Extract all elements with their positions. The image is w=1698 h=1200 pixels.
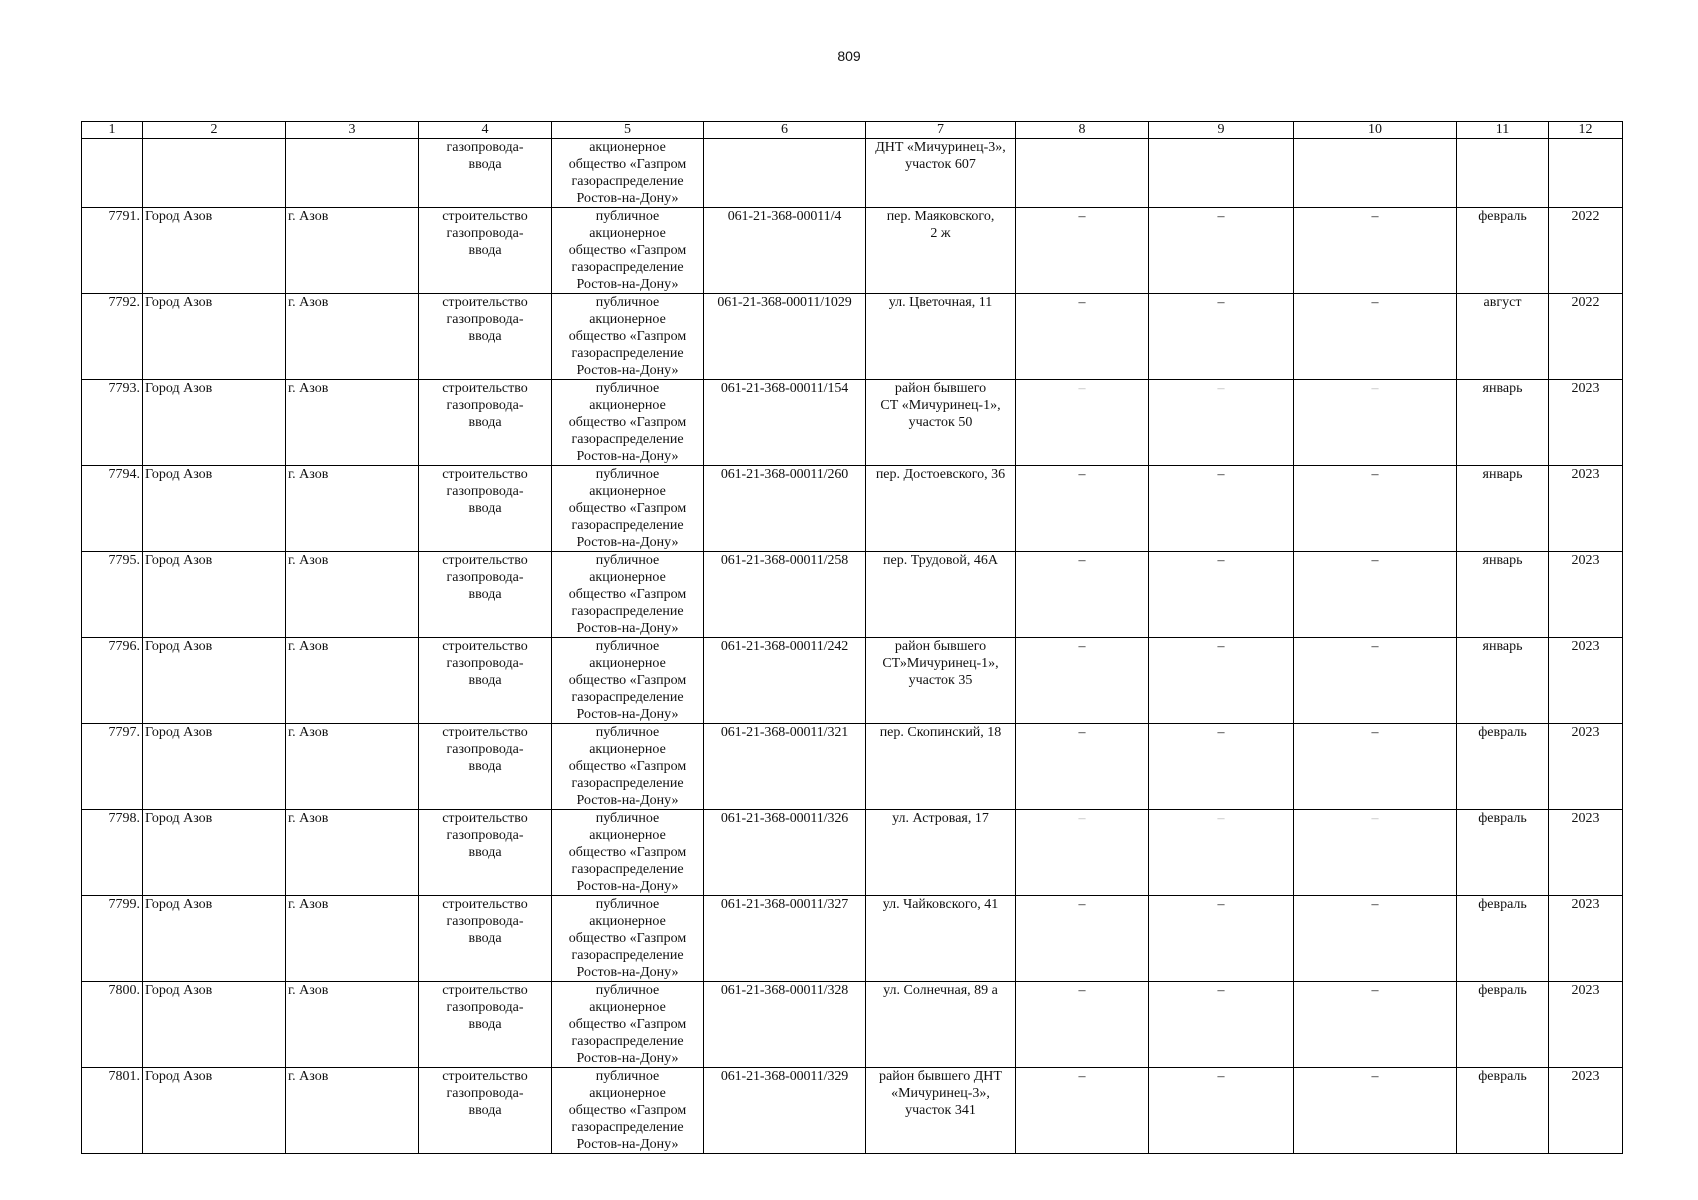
cell-locality: г. Азов xyxy=(286,552,419,638)
cell-month: январь xyxy=(1457,466,1549,552)
cell-month: февраль xyxy=(1457,1068,1549,1154)
cell-col9: – xyxy=(1149,380,1294,466)
cell-month xyxy=(1457,139,1549,208)
cell-address: пер. Маяковского, 2 ж xyxy=(866,208,1016,294)
cell-num: 7796. xyxy=(82,638,143,724)
table-row xyxy=(82,208,1623,294)
cell-col10: – xyxy=(1294,1068,1457,1154)
cell-year: 2023 xyxy=(1549,1068,1623,1154)
cell-organization: публичное акционерное общество «Газпром газораспределение Ростов-на-Дону» xyxy=(552,208,704,294)
cell-col10: – xyxy=(1294,208,1457,294)
cell-num: 7793. xyxy=(82,380,143,466)
cell-col8: – xyxy=(1016,896,1149,982)
cell-col8 xyxy=(1016,139,1149,208)
cell-month: февраль xyxy=(1457,982,1549,1068)
cell-organization: публичное акционерное общество «Газпром газораспределение Ростов-на-Дону» xyxy=(552,896,704,982)
cell-col8: – xyxy=(1016,1068,1149,1154)
cell-organization: акционерное общество «Газпром газораспределение Ростов-на-Дону» xyxy=(552,139,704,208)
cell-col8: – xyxy=(1016,380,1149,466)
cell-organization: публичное акционерное общество «Газпром газораспределение Ростов-на-Дону» xyxy=(552,294,704,380)
cell-municipality: Город Азов xyxy=(143,982,286,1068)
cell-month: январь xyxy=(1457,552,1549,638)
column-header: 9 xyxy=(1149,122,1294,139)
cell-municipality: Город Азов xyxy=(143,380,286,466)
column-header: 4 xyxy=(419,122,552,139)
cell-col10: – xyxy=(1294,638,1457,724)
cell-col10: – xyxy=(1294,380,1457,466)
cell-municipality xyxy=(143,139,286,208)
cell-num: 7798. xyxy=(82,810,143,896)
cell-year: 2023 xyxy=(1549,638,1623,724)
cell-col9 xyxy=(1149,139,1294,208)
cell-work-type: строительство газопровода- ввода xyxy=(419,552,552,638)
cell-num: 7800. xyxy=(82,982,143,1068)
cell-address: ДНТ «Мичуринец-3», участок 607 xyxy=(866,139,1016,208)
cell-month: январь xyxy=(1457,638,1549,724)
cell-organization: публичное акционерное общество «Газпром газораспределение Ростов-на-Дону» xyxy=(552,638,704,724)
cell-col8: – xyxy=(1016,638,1149,724)
cell-col9: – xyxy=(1149,638,1294,724)
cell-locality xyxy=(286,139,419,208)
cell-work-type: строительство газопровода- ввода xyxy=(419,810,552,896)
cell-month: февраль xyxy=(1457,724,1549,810)
cell-year: 2023 xyxy=(1549,810,1623,896)
cell-col8: – xyxy=(1016,552,1149,638)
cell-month: февраль xyxy=(1457,896,1549,982)
cell-col10: – xyxy=(1294,466,1457,552)
cell-locality: г. Азов xyxy=(286,1068,419,1154)
cell-code: 061-21-368-00011/154 xyxy=(704,380,866,466)
column-header: 8 xyxy=(1016,122,1149,139)
cell-year: 2022 xyxy=(1549,294,1623,380)
cell-col9: – xyxy=(1149,552,1294,638)
registry-table xyxy=(81,121,1623,1154)
cell-locality: г. Азов xyxy=(286,466,419,552)
cell-year: 2023 xyxy=(1549,380,1623,466)
cell-col8: – xyxy=(1016,724,1149,810)
cell-address: пер. Достоевского, 36 xyxy=(866,466,1016,552)
cell-col8: – xyxy=(1016,208,1149,294)
column-header: 6 xyxy=(704,122,866,139)
cell-address: пер. Трудовой, 46А xyxy=(866,552,1016,638)
cell-locality: г. Азов xyxy=(286,982,419,1068)
cell-work-type: строительство газопровода- ввода xyxy=(419,208,552,294)
cell-col8: – xyxy=(1016,982,1149,1068)
column-header: 10 xyxy=(1294,122,1457,139)
cell-col9: – xyxy=(1149,294,1294,380)
cell-work-type: строительство газопровода- ввода xyxy=(419,466,552,552)
cell-code: 061-21-368-00011/327 xyxy=(704,896,866,982)
cell-year xyxy=(1549,139,1623,208)
cell-year: 2023 xyxy=(1549,982,1623,1068)
cell-year: 2023 xyxy=(1549,466,1623,552)
cell-address: район бывшего ДНТ «Мичуринец-3», участок 341 xyxy=(866,1068,1016,1154)
cell-col9: – xyxy=(1149,466,1294,552)
cell-address: район бывшего СТ «Мичуринец-1», участок 50 xyxy=(866,380,1016,466)
cell-num: 7797. xyxy=(82,724,143,810)
cell-code: 061-21-368-00011/1029 xyxy=(704,294,866,380)
cell-month: февраль xyxy=(1457,810,1549,896)
cell-municipality: Город Азов xyxy=(143,294,286,380)
column-header: 2 xyxy=(143,122,286,139)
table-row xyxy=(82,380,1623,466)
cell-num: 7792. xyxy=(82,294,143,380)
cell-col10: – xyxy=(1294,724,1457,810)
cell-organization: публичное акционерное общество «Газпром газораспределение Ростов-на-Дону» xyxy=(552,810,704,896)
table-body xyxy=(82,139,1623,1154)
cell-address: пер. Скопинский, 18 xyxy=(866,724,1016,810)
cell-work-type: строительство газопровода- ввода xyxy=(419,380,552,466)
cell-locality: г. Азов xyxy=(286,208,419,294)
column-header: 11 xyxy=(1457,122,1549,139)
table-row xyxy=(82,638,1623,724)
page-number: 809 xyxy=(837,48,861,64)
cell-col10: – xyxy=(1294,294,1457,380)
cell-code: 061-21-368-00011/260 xyxy=(704,466,866,552)
cell-code: 061-21-368-00011/321 xyxy=(704,724,866,810)
cell-municipality: Город Азов xyxy=(143,810,286,896)
cell-col9: – xyxy=(1149,896,1294,982)
table-row xyxy=(82,294,1623,380)
cell-municipality: Город Азов xyxy=(143,208,286,294)
cell-month: февраль xyxy=(1457,208,1549,294)
cell-locality: г. Азов xyxy=(286,896,419,982)
continuation-row xyxy=(82,139,1623,208)
cell-col10: – xyxy=(1294,982,1457,1068)
cell-organization: публичное акционерное общество «Газпром газораспределение Ростов-на-Дону» xyxy=(552,466,704,552)
cell-col9: – xyxy=(1149,1068,1294,1154)
cell-organization: публичное акционерное общество «Газпром газораспределение Ростов-на-Дону» xyxy=(552,552,704,638)
cell-year: 2023 xyxy=(1549,552,1623,638)
table-row xyxy=(82,466,1623,552)
cell-address: ул. Цветочная, 11 xyxy=(866,294,1016,380)
cell-code: 061-21-368-00011/4 xyxy=(704,208,866,294)
cell-num: 7794. xyxy=(82,466,143,552)
column-header: 12 xyxy=(1549,122,1623,139)
cell-col8: – xyxy=(1016,466,1149,552)
cell-locality: г. Азов xyxy=(286,294,419,380)
cell-code: 061-21-368-00011/329 xyxy=(704,1068,866,1154)
table-row xyxy=(82,982,1623,1068)
cell-work-type: строительство газопровода- ввода xyxy=(419,724,552,810)
cell-address: ул. Астровая, 17 xyxy=(866,810,1016,896)
cell-locality: г. Азов xyxy=(286,724,419,810)
column-number-row xyxy=(82,122,1623,139)
cell-col8: – xyxy=(1016,294,1149,380)
cell-municipality: Город Азов xyxy=(143,638,286,724)
table-row xyxy=(82,810,1623,896)
cell-num: 7799. xyxy=(82,896,143,982)
cell-work-type: строительство газопровода- ввода xyxy=(419,982,552,1068)
cell-municipality: Город Азов xyxy=(143,552,286,638)
cell-work-type: газопровода- ввода xyxy=(419,139,552,208)
cell-address: ул. Чайковского, 41 xyxy=(866,896,1016,982)
cell-year: 2022 xyxy=(1549,208,1623,294)
cell-col10: – xyxy=(1294,896,1457,982)
table-row xyxy=(82,1068,1623,1154)
cell-municipality: Город Азов xyxy=(143,1068,286,1154)
cell-code xyxy=(704,139,866,208)
cell-code: 061-21-368-00011/258 xyxy=(704,552,866,638)
cell-code: 061-21-368-00011/242 xyxy=(704,638,866,724)
cell-work-type: строительство газопровода- ввода xyxy=(419,294,552,380)
cell-locality: г. Азов xyxy=(286,638,419,724)
column-header: 7 xyxy=(866,122,1016,139)
column-header: 3 xyxy=(286,122,419,139)
cell-year: 2023 xyxy=(1549,724,1623,810)
cell-num: 7791. xyxy=(82,208,143,294)
cell-month: январь xyxy=(1457,380,1549,466)
table-row xyxy=(82,896,1623,982)
cell-col9: – xyxy=(1149,208,1294,294)
cell-num: 7795. xyxy=(82,552,143,638)
cell-month: август xyxy=(1457,294,1549,380)
cell-work-type: строительство газопровода- ввода xyxy=(419,1068,552,1154)
column-header: 5 xyxy=(552,122,704,139)
column-header: 1 xyxy=(82,122,143,139)
cell-locality: г. Азов xyxy=(286,380,419,466)
table-row xyxy=(82,724,1623,810)
cell-code: 061-21-368-00011/326 xyxy=(704,810,866,896)
cell-code: 061-21-368-00011/328 xyxy=(704,982,866,1068)
cell-organization: публичное акционерное общество «Газпром газораспределение Ростов-на-Дону» xyxy=(552,724,704,810)
cell-num: 7801. xyxy=(82,1068,143,1154)
cell-organization: публичное акционерное общество «Газпром газораспределение Ростов-на-Дону» xyxy=(552,982,704,1068)
cell-locality: г. Азов xyxy=(286,810,419,896)
cell-col8: – xyxy=(1016,810,1149,896)
cell-col9: – xyxy=(1149,982,1294,1068)
cell-organization: публичное акционерное общество «Газпром газораспределение Ростов-на-Дону» xyxy=(552,1068,704,1154)
cell-work-type: строительство газопровода- ввода xyxy=(419,896,552,982)
cell-organization: публичное акционерное общество «Газпром газораспределение Ростов-на-Дону» xyxy=(552,380,704,466)
cell-municipality: Город Азов xyxy=(143,896,286,982)
cell-col10: – xyxy=(1294,552,1457,638)
cell-address: ул. Солнечная, 89 а xyxy=(866,982,1016,1068)
cell-col9: – xyxy=(1149,810,1294,896)
cell-municipality: Город Азов xyxy=(143,466,286,552)
cell-col9: – xyxy=(1149,724,1294,810)
cell-col10 xyxy=(1294,139,1457,208)
cell-year: 2023 xyxy=(1549,896,1623,982)
table-row xyxy=(82,552,1623,638)
cell-num xyxy=(82,139,143,208)
cell-work-type: строительство газопровода- ввода xyxy=(419,638,552,724)
cell-address: район бывшего СТ»Мичуринец-1», участок 35 xyxy=(866,638,1016,724)
cell-col10: – xyxy=(1294,810,1457,896)
cell-municipality: Город Азов xyxy=(143,724,286,810)
